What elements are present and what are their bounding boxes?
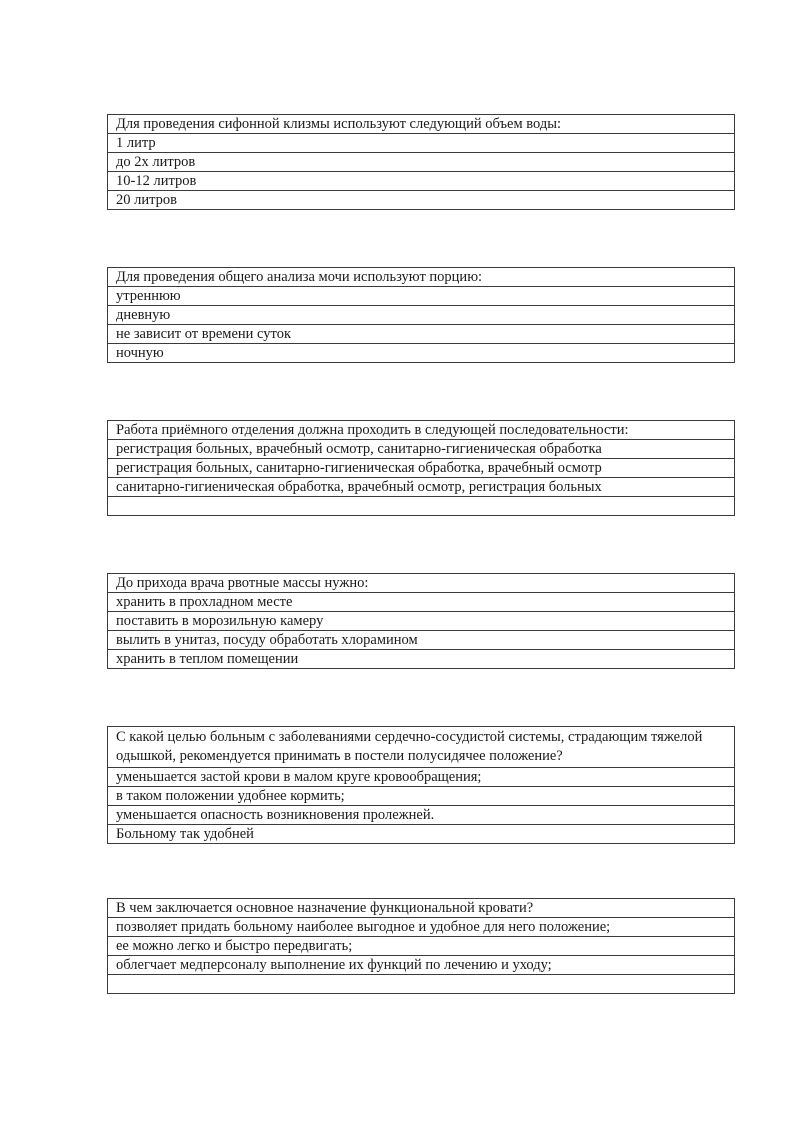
answer-option-4[interactable]: Больному так удобней — [108, 825, 735, 844]
answer-option-4[interactable]: 20 литров — [108, 191, 735, 210]
answer-option-1[interactable]: хранить в прохладном месте — [108, 593, 735, 612]
question-table-4 — [107, 573, 735, 669]
question-text: Для проведения общего анализа мочи используют порцию: — [108, 268, 735, 287]
question-text: Работа приёмного отделения должна проходить в следующей последовательности: — [108, 421, 735, 440]
answer-option-3[interactable]: 10-12 литров — [108, 172, 735, 191]
answer-option-3[interactable]: облегчает медперсоналу выполнение их функций по лечению и уходу; — [108, 956, 735, 975]
question-text: В чем заключается основное назначение функциональной кровати? — [108, 899, 735, 918]
question-table-3 — [107, 420, 735, 516]
answer-option-1[interactable]: 1 литр — [108, 134, 735, 153]
answer-option-2[interactable]: дневную — [108, 306, 735, 325]
answer-option-2[interactable]: регистрация больных, санитарно-гигиеническая обработка, врачебный осмотр — [108, 459, 735, 478]
answer-option-3[interactable]: вылить в унитаз, посуду обработать хлорамином — [108, 631, 735, 650]
answer-option-1[interactable]: позволяет придать больному наиболее выгодное и удобное для него положение; — [108, 918, 735, 937]
answer-option-3[interactable]: уменьшается опасность возникновения пролежней. — [108, 806, 735, 825]
answer-option-1[interactable]: уменьшается застой крови в малом круге кровообращения; — [108, 768, 735, 787]
answer-option-2[interactable]: поставить в морозильную камеру — [108, 612, 735, 631]
answer-option-4[interactable] — [108, 497, 735, 516]
answer-option-4[interactable]: хранить в теплом помещении — [108, 650, 735, 669]
question-table-2 — [107, 267, 735, 363]
answer-option-1[interactable]: утреннюю — [108, 287, 735, 306]
answer-option-4[interactable] — [108, 975, 735, 994]
answer-option-3[interactable]: санитарно-гигиеническая обработка, врачебный осмотр, регистрация больных — [108, 478, 735, 497]
answer-option-2[interactable]: ее можно легко и быстро передвигать; — [108, 937, 735, 956]
question-text: Для проведения сифонной клизмы используют следующий объем воды: — [108, 115, 735, 134]
question-table-1 — [107, 114, 735, 210]
answer-option-2[interactable]: до 2х литров — [108, 153, 735, 172]
question-text: С какой целью больным с заболеваниями сердечно-сосудистой системы, страдающим тяжелой одышкой, рекомендуется принимать в постели полусидячее положение? — [108, 727, 735, 768]
answer-option-1[interactable]: регистрация больных, врачебный осмотр, санитарно-гигиеническая обработка — [108, 440, 735, 459]
question-text: До прихода врача рвотные массы нужно: — [108, 574, 735, 593]
answer-option-2[interactable]: в таком положении удобнее кормить; — [108, 787, 735, 806]
answer-option-3[interactable]: не зависит от времени суток — [108, 325, 735, 344]
question-table-6 — [107, 898, 735, 994]
answer-option-4[interactable]: ночную — [108, 344, 735, 363]
question-table-5 — [107, 726, 735, 844]
